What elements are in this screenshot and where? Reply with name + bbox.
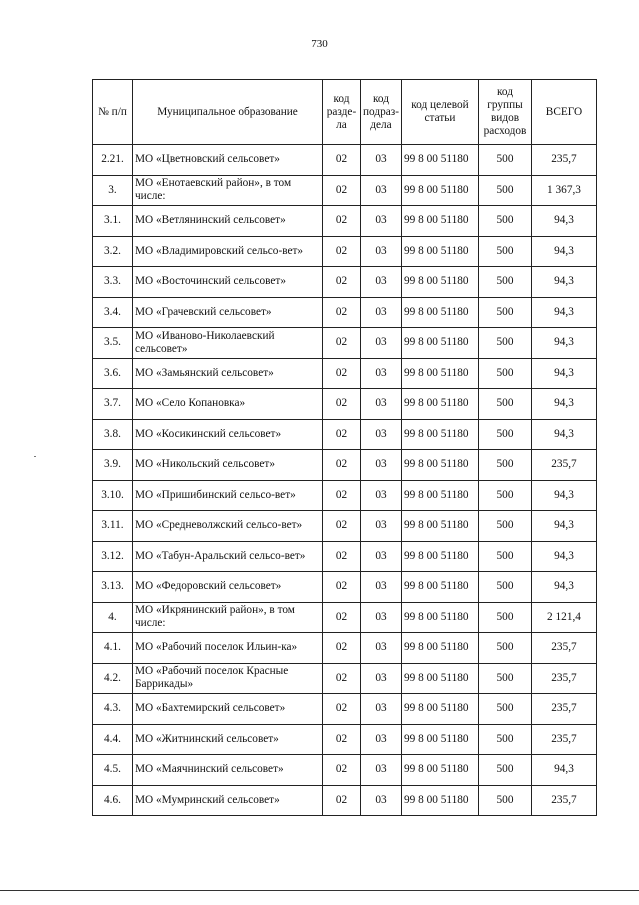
header-statya: код целевой статьи bbox=[402, 80, 479, 145]
cell-gruppa: 500 bbox=[479, 785, 532, 816]
header-razdel: код разде-ла bbox=[323, 80, 361, 145]
cell-name: МО «Село Копановка» bbox=[133, 389, 323, 420]
cell-gruppa: 500 bbox=[479, 267, 532, 298]
cell-razdel: 02 bbox=[323, 358, 361, 389]
cell-podrazdel: 03 bbox=[361, 358, 402, 389]
table-row bbox=[93, 419, 597, 450]
cell-num: 3.10. bbox=[93, 480, 133, 511]
table-row bbox=[93, 724, 597, 755]
cell-num: 3.13. bbox=[93, 572, 133, 603]
cell-statya: 99 8 00 51180 bbox=[402, 206, 479, 237]
table-row bbox=[93, 541, 597, 572]
cell-total: 94,3 bbox=[532, 267, 597, 298]
table-row bbox=[93, 328, 597, 359]
header-podrazdel: код подраз-дела bbox=[361, 80, 402, 145]
header-name: Муниципальное образование bbox=[133, 80, 323, 145]
cell-total: 2 121,4 bbox=[532, 602, 597, 633]
table-row bbox=[93, 602, 597, 633]
cell-podrazdel: 03 bbox=[361, 602, 402, 633]
table-row bbox=[93, 694, 597, 725]
cell-podrazdel: 03 bbox=[361, 297, 402, 328]
table-row bbox=[93, 267, 597, 298]
cell-gruppa: 500 bbox=[479, 389, 532, 420]
cell-name: МО «Никольский сельсовет» bbox=[133, 450, 323, 481]
cell-statya: 99 8 00 51180 bbox=[402, 724, 479, 755]
cell-total: 94,3 bbox=[532, 511, 597, 542]
cell-podrazdel: 03 bbox=[361, 663, 402, 694]
table-row bbox=[93, 175, 597, 206]
cell-total: 94,3 bbox=[532, 236, 597, 267]
cell-razdel: 02 bbox=[323, 480, 361, 511]
table-row bbox=[93, 297, 597, 328]
cell-name: МО «Грачевский сельсовет» bbox=[133, 297, 323, 328]
cell-razdel: 02 bbox=[323, 511, 361, 542]
cell-num: 4.2. bbox=[93, 663, 133, 694]
cell-razdel: 02 bbox=[323, 633, 361, 664]
cell-name: МО «Енотаевский район», в том числе: bbox=[133, 175, 323, 206]
cell-razdel: 02 bbox=[323, 694, 361, 725]
cell-statya: 99 8 00 51180 bbox=[402, 175, 479, 206]
cell-statya: 99 8 00 51180 bbox=[402, 267, 479, 298]
cell-razdel: 02 bbox=[323, 236, 361, 267]
cell-name: МО «Икрянинский район», в том числе: bbox=[133, 602, 323, 633]
cell-gruppa: 500 bbox=[479, 511, 532, 542]
cell-num: 4.3. bbox=[93, 694, 133, 725]
table-row bbox=[93, 450, 597, 481]
cell-num: 3.2. bbox=[93, 236, 133, 267]
cell-statya: 99 8 00 51180 bbox=[402, 541, 479, 572]
cell-gruppa: 500 bbox=[479, 755, 532, 786]
header-num: № п/п bbox=[93, 80, 133, 145]
allocation-table bbox=[92, 79, 597, 816]
page-bottom-rule bbox=[0, 890, 639, 891]
table-row bbox=[93, 358, 597, 389]
cell-razdel: 02 bbox=[323, 145, 361, 176]
cell-num: 4.6. bbox=[93, 785, 133, 816]
cell-podrazdel: 03 bbox=[361, 694, 402, 725]
cell-statya: 99 8 00 51180 bbox=[402, 755, 479, 786]
cell-statya: 99 8 00 51180 bbox=[402, 358, 479, 389]
cell-podrazdel: 03 bbox=[361, 511, 402, 542]
cell-statya: 99 8 00 51180 bbox=[402, 785, 479, 816]
cell-total: 235,7 bbox=[532, 450, 597, 481]
cell-gruppa: 500 bbox=[479, 236, 532, 267]
cell-total: 235,7 bbox=[532, 633, 597, 664]
cell-podrazdel: 03 bbox=[361, 206, 402, 237]
cell-total: 94,3 bbox=[532, 541, 597, 572]
table-row bbox=[93, 389, 597, 420]
header-total: ВСЕГО bbox=[532, 80, 597, 145]
cell-total: 94,3 bbox=[532, 297, 597, 328]
cell-gruppa: 500 bbox=[479, 450, 532, 481]
cell-name: МО «Владимировский сельсо-вет» bbox=[133, 236, 323, 267]
cell-podrazdel: 03 bbox=[361, 480, 402, 511]
cell-gruppa: 500 bbox=[479, 358, 532, 389]
cell-gruppa: 500 bbox=[479, 297, 532, 328]
cell-gruppa: 500 bbox=[479, 694, 532, 725]
cell-name: МО «Ветлянинский сельсовет» bbox=[133, 206, 323, 237]
margin-mark bbox=[34, 456, 36, 457]
cell-total: 94,3 bbox=[532, 572, 597, 603]
cell-gruppa: 500 bbox=[479, 541, 532, 572]
cell-razdel: 02 bbox=[323, 755, 361, 786]
table-row bbox=[93, 511, 597, 542]
table-row bbox=[93, 755, 597, 786]
cell-gruppa: 500 bbox=[479, 419, 532, 450]
cell-total: 235,7 bbox=[532, 145, 597, 176]
table-row bbox=[93, 145, 597, 176]
cell-razdel: 02 bbox=[323, 389, 361, 420]
cell-razdel: 02 bbox=[323, 328, 361, 359]
cell-razdel: 02 bbox=[323, 419, 361, 450]
cell-gruppa: 500 bbox=[479, 480, 532, 511]
table-body bbox=[93, 145, 597, 816]
cell-num: 3. bbox=[93, 175, 133, 206]
cell-num: 3.1. bbox=[93, 206, 133, 237]
cell-razdel: 02 bbox=[323, 297, 361, 328]
cell-razdel: 02 bbox=[323, 663, 361, 694]
cell-statya: 99 8 00 51180 bbox=[402, 450, 479, 481]
cell-podrazdel: 03 bbox=[361, 572, 402, 603]
cell-gruppa: 500 bbox=[479, 572, 532, 603]
cell-statya: 99 8 00 51180 bbox=[402, 663, 479, 694]
cell-statya: 99 8 00 51180 bbox=[402, 633, 479, 664]
cell-podrazdel: 03 bbox=[361, 389, 402, 420]
cell-podrazdel: 03 bbox=[361, 145, 402, 176]
cell-gruppa: 500 bbox=[479, 633, 532, 664]
cell-statya: 99 8 00 51180 bbox=[402, 236, 479, 267]
cell-statya: 99 8 00 51180 bbox=[402, 480, 479, 511]
cell-razdel: 02 bbox=[323, 785, 361, 816]
cell-razdel: 02 bbox=[323, 602, 361, 633]
cell-statya: 99 8 00 51180 bbox=[402, 419, 479, 450]
page-number: 730 bbox=[311, 38, 328, 50]
cell-podrazdel: 03 bbox=[361, 633, 402, 664]
cell-gruppa: 500 bbox=[479, 145, 532, 176]
cell-gruppa: 500 bbox=[479, 328, 532, 359]
cell-num: 4.4. bbox=[93, 724, 133, 755]
cell-statya: 99 8 00 51180 bbox=[402, 389, 479, 420]
table-row bbox=[93, 236, 597, 267]
cell-total: 94,3 bbox=[532, 480, 597, 511]
cell-gruppa: 500 bbox=[479, 206, 532, 237]
cell-statya: 99 8 00 51180 bbox=[402, 572, 479, 603]
cell-name: МО «Замьянский сельсовет» bbox=[133, 358, 323, 389]
cell-podrazdel: 03 bbox=[361, 419, 402, 450]
cell-podrazdel: 03 bbox=[361, 724, 402, 755]
cell-name: МО «Косикинский сельсовет» bbox=[133, 419, 323, 450]
cell-total: 94,3 bbox=[532, 206, 597, 237]
header-gruppa: код группы видов расходов bbox=[479, 80, 532, 145]
cell-razdel: 02 bbox=[323, 175, 361, 206]
cell-gruppa: 500 bbox=[479, 663, 532, 694]
cell-name: МО «Цветновский сельсовет» bbox=[133, 145, 323, 176]
cell-total: 94,3 bbox=[532, 755, 597, 786]
cell-num: 3.8. bbox=[93, 419, 133, 450]
cell-podrazdel: 03 bbox=[361, 175, 402, 206]
cell-total: 235,7 bbox=[532, 724, 597, 755]
cell-razdel: 02 bbox=[323, 267, 361, 298]
cell-statya: 99 8 00 51180 bbox=[402, 297, 479, 328]
cell-statya: 99 8 00 51180 bbox=[402, 328, 479, 359]
cell-podrazdel: 03 bbox=[361, 450, 402, 481]
cell-gruppa: 500 bbox=[479, 602, 532, 633]
cell-total: 235,7 bbox=[532, 663, 597, 694]
table-row bbox=[93, 206, 597, 237]
table-row bbox=[93, 785, 597, 816]
cell-razdel: 02 bbox=[323, 450, 361, 481]
cell-razdel: 02 bbox=[323, 206, 361, 237]
cell-total: 1 367,3 bbox=[532, 175, 597, 206]
cell-name: МО «Мумринский сельсовет» bbox=[133, 785, 323, 816]
cell-razdel: 02 bbox=[323, 724, 361, 755]
cell-statya: 99 8 00 51180 bbox=[402, 694, 479, 725]
cell-total: 235,7 bbox=[532, 785, 597, 816]
table-row bbox=[93, 633, 597, 664]
cell-razdel: 02 bbox=[323, 541, 361, 572]
cell-statya: 99 8 00 51180 bbox=[402, 511, 479, 542]
cell-name: МО «Иваново-Николаевский сельсовет» bbox=[133, 328, 323, 359]
cell-podrazdel: 03 bbox=[361, 267, 402, 298]
cell-num: 4.5. bbox=[93, 755, 133, 786]
cell-name: МО «Федоровский сельсовет» bbox=[133, 572, 323, 603]
cell-num: 4.1. bbox=[93, 633, 133, 664]
cell-podrazdel: 03 bbox=[361, 236, 402, 267]
cell-gruppa: 500 bbox=[479, 724, 532, 755]
cell-name: МО «Рабочий поселок Красные Баррикады» bbox=[133, 663, 323, 694]
cell-podrazdel: 03 bbox=[361, 785, 402, 816]
cell-num: 3.12. bbox=[93, 541, 133, 572]
cell-num: 3.7. bbox=[93, 389, 133, 420]
cell-num: 4. bbox=[93, 602, 133, 633]
cell-gruppa: 500 bbox=[479, 175, 532, 206]
cell-name: МО «Восточинский сельсовет» bbox=[133, 267, 323, 298]
cell-total: 94,3 bbox=[532, 419, 597, 450]
table-header-row bbox=[93, 80, 597, 145]
cell-name: МО «Бахтемирский сельсовет» bbox=[133, 694, 323, 725]
cell-num: 3.6. bbox=[93, 358, 133, 389]
cell-total: 94,3 bbox=[532, 328, 597, 359]
cell-podrazdel: 03 bbox=[361, 541, 402, 572]
cell-num: 2.21. bbox=[93, 145, 133, 176]
cell-podrazdel: 03 bbox=[361, 328, 402, 359]
cell-total: 94,3 bbox=[532, 389, 597, 420]
cell-num: 3.5. bbox=[93, 328, 133, 359]
cell-total: 94,3 bbox=[532, 358, 597, 389]
table-row bbox=[93, 663, 597, 694]
cell-name: МО «Табун-Аральский сельсо-вет» bbox=[133, 541, 323, 572]
cell-statya: 99 8 00 51180 bbox=[402, 145, 479, 176]
cell-num: 3.3. bbox=[93, 267, 133, 298]
cell-razdel: 02 bbox=[323, 572, 361, 603]
cell-total: 235,7 bbox=[532, 694, 597, 725]
cell-name: МО «Пришибинский сельсо-вет» bbox=[133, 480, 323, 511]
cell-num: 3.4. bbox=[93, 297, 133, 328]
cell-num: 3.9. bbox=[93, 450, 133, 481]
table-row bbox=[93, 480, 597, 511]
cell-name: МО «Житнинский сельсовет» bbox=[133, 724, 323, 755]
cell-name: МО «Средневолжский сельсо-вет» bbox=[133, 511, 323, 542]
table-row bbox=[93, 572, 597, 603]
cell-statya: 99 8 00 51180 bbox=[402, 602, 479, 633]
cell-name: МО «Рабочий поселок Ильин-ка» bbox=[133, 633, 323, 664]
cell-podrazdel: 03 bbox=[361, 755, 402, 786]
cell-name: МО «Маячнинский сельсовет» bbox=[133, 755, 323, 786]
cell-num: 3.11. bbox=[93, 511, 133, 542]
